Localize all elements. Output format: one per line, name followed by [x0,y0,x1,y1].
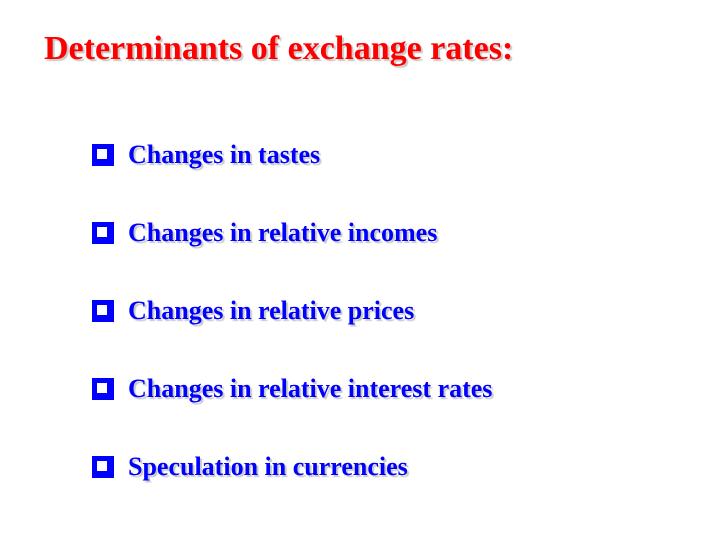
bullet-text: Changes in relative prices [128,296,415,325]
hollow-square-bullet-icon [90,298,116,324]
bullet-text: Changes in relative incomes [128,218,438,247]
list-item [90,350,492,428]
hollow-square-bullet-icon [90,454,116,480]
list-item [90,194,492,272]
list-item [90,272,492,350]
hollow-square-bullet-icon [90,142,116,168]
slide-title: Determinants of exchange rates: [44,30,514,67]
bullet-text: Changes in tastes [128,140,321,169]
list-item [90,428,492,506]
hollow-square-bullet-icon [90,376,116,402]
bullet-text: Speculation in currencies [128,452,408,481]
bullet-text: Changes in relative interest rates [128,374,493,403]
list-item [90,116,492,194]
bullet-list [90,116,492,506]
hollow-square-bullet-icon [90,220,116,246]
